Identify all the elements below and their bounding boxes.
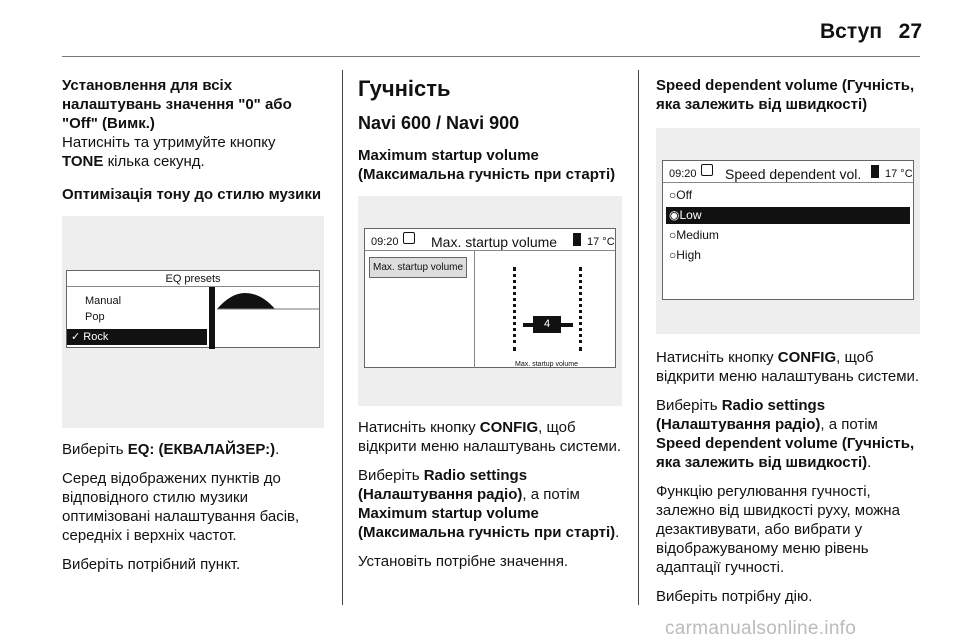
eq-description: Серед відображених пунктів до відповідного стилю музики оптимізовані налаштування басів, середніх і верхніх частот. [62, 470, 300, 544]
eq-menu-item: EQ: (ЕКВАЛАЙЗЕР:) [127, 441, 276, 458]
scale-right [579, 267, 582, 351]
press-config-end-2: , щоб відкрити меню налаштувань системи. [656, 349, 920, 385]
eq-screen-title: EQ presets [67, 271, 319, 287]
select-mid: , а потім [522, 486, 580, 503]
watermark: carmanualsonline.info [665, 618, 857, 639]
option-off-label: Off [676, 188, 693, 202]
option-low[interactable] [666, 207, 910, 224]
check-icon: ✓ [71, 331, 81, 343]
clock-2: 09:20 [669, 168, 697, 180]
option-high[interactable] [666, 247, 910, 264]
press-config-text-2 [656, 348, 922, 386]
speed-volume-screen [662, 160, 914, 300]
page-header [0, 18, 960, 48]
select-radio-settings-text [358, 466, 628, 542]
tone-key: TONE [62, 153, 104, 170]
select-mid-2: , а потім [820, 416, 878, 433]
scale-left [513, 267, 516, 351]
back-icon-2[interactable] [701, 164, 713, 176]
config-key-2: CONFIG [777, 349, 837, 366]
radio-icon: ○ [669, 228, 677, 242]
left-pane [365, 251, 475, 368]
press-config-text [358, 418, 628, 456]
reset-text-a: Натисніть та утримуйте кнопку [62, 134, 276, 151]
back-icon[interactable] [403, 232, 415, 244]
option-medium[interactable] [666, 227, 910, 244]
navi-heading: Navi 600 / Navi 900 [358, 113, 520, 133]
max-startup-heading: Maximum startup volume (Максимальна гучність при старті) [358, 147, 616, 183]
temperature: 17 °C [587, 236, 615, 248]
config-key: CONFIG [479, 419, 539, 436]
volume-value: 4 [543, 318, 551, 330]
radio-settings-item-2: Radio settings (Налаштування радіо) [656, 397, 826, 433]
select-end: . [615, 524, 620, 541]
column-3 [656, 76, 922, 616]
eq-item-rock-label: Rock [83, 331, 109, 343]
select-pre: Виберіть [358, 467, 424, 484]
press-config-end: , щоб відкрити меню налаштувань системи. [358, 419, 622, 455]
option-high-label: High [676, 248, 701, 262]
column-divider-1 [342, 70, 343, 605]
select-end-2: . [867, 454, 872, 471]
option-low-label: Low [679, 208, 702, 222]
screen-title-2: Speed dependent vol. [725, 166, 862, 182]
max-startup-screen [364, 228, 616, 368]
press-config-pre-2: Натисніть кнопку [656, 349, 778, 366]
select-radio-settings-text-2 [656, 396, 922, 472]
phone-icon-2 [871, 165, 879, 178]
eq-screen [66, 270, 320, 348]
reset-heading: Установлення для всіх налаштувань значення "0" або "Off" (Вимк.) [62, 77, 292, 132]
eq-curve-graphic [215, 287, 319, 347]
status-bar-2 [663, 161, 913, 183]
max-startup-screenshot [358, 196, 622, 406]
phone-icon [573, 233, 581, 246]
left-pane-item[interactable]: Max. startup volume [369, 257, 467, 278]
speed-volume-screenshot [656, 128, 920, 334]
status-bar [365, 229, 615, 251]
radio-settings-item: Radio settings (Налаштування радіо) [358, 467, 528, 503]
header-rule [62, 56, 920, 57]
radio-icon: ○ [669, 188, 677, 202]
set-value-text: Установіть потрібне значення. [358, 553, 569, 570]
column-2 [358, 76, 628, 581]
radio-selected-icon: ◉ [669, 208, 680, 222]
reset-text-b: кілька секунд. [103, 153, 205, 170]
select-eq-text [62, 440, 328, 459]
eq-item-pop[interactable]: Pop [85, 311, 105, 323]
select-pre-2: Виберіть [656, 397, 722, 414]
page-number: 27 [898, 20, 922, 43]
max-startup-item: Maximum startup volume (Максимальна гучність при старті) [358, 505, 616, 541]
select-action-text: Виберіть потрібну дію. [656, 588, 813, 605]
press-config-pre: Натисніть кнопку [358, 419, 480, 436]
option-medium-label: Medium [676, 228, 719, 242]
reset-text [62, 133, 328, 171]
speed-volume-item: Speed dependent volume (Гучність, яка залежить від швидкості) [656, 435, 915, 471]
volume-value-box[interactable] [533, 316, 561, 333]
header-title: Вступ [819, 20, 882, 43]
speed-volume-description: Функцію регулювання гучності, залежно від швидкості руху, можна дезактивувати, або вибрати у відображуваному меню рівень адаптації гучності. [656, 483, 900, 576]
column-1 [62, 76, 328, 584]
speed-volume-heading: Speed dependent volume (Гучність, яка залежить від швидкості) [656, 77, 915, 113]
temperature-2: 17 °C [885, 168, 913, 180]
select-eq-pre: Виберіть [62, 441, 128, 458]
clock: 09:20 [371, 236, 399, 248]
select-eq-end: . [275, 441, 280, 458]
volume-caption: Max. startup volume [515, 361, 579, 368]
screen-title: Max. startup volume [431, 234, 558, 250]
eq-presets-screenshot [62, 216, 324, 428]
volume-heading: Гучність [358, 76, 451, 101]
select-item-text: Виберіть потрібний пункт. [62, 556, 241, 573]
radio-icon: ○ [669, 248, 677, 262]
eq-item-manual[interactable]: Manual [85, 295, 122, 307]
music-style-heading: Оптимізація тону до стилю музики [62, 186, 322, 203]
column-divider-2 [638, 70, 639, 605]
eq-item-rock[interactable] [67, 329, 207, 345]
option-off[interactable] [666, 187, 910, 204]
